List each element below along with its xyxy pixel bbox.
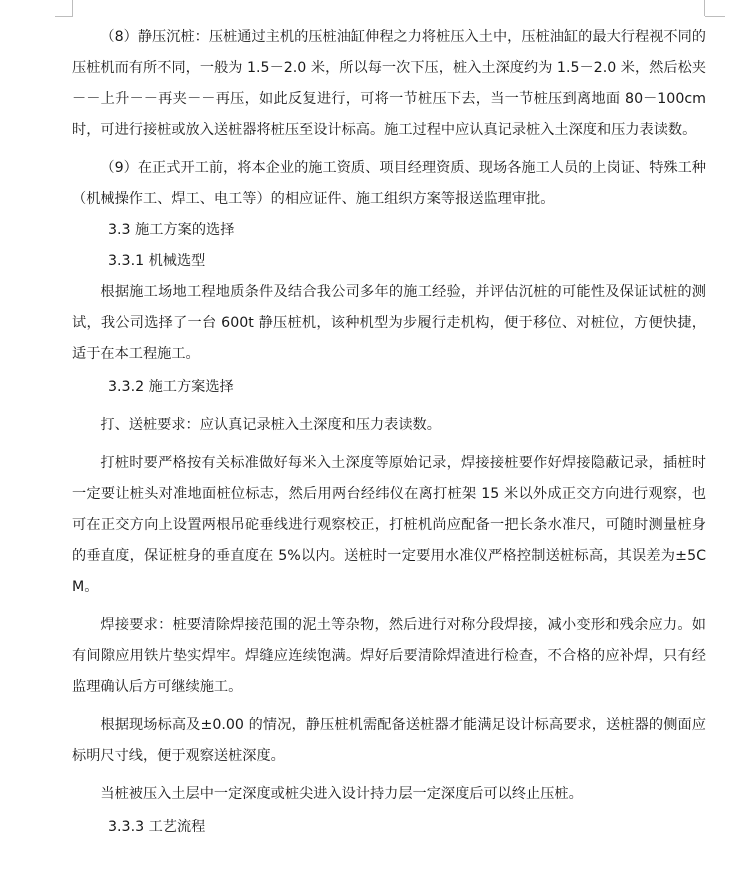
paragraph-pile-records: 打桩时要严格按有关标准做好每米入土深度等原始记录，焊接接桩要作好焊接隐蔽记录，插桩时一定要让桩头对准地面桩位标志，然后用两台经纬仪在离打桩架 15 米以外成正交方向进行观察，也可在正交方向上设置两根吊砣垂线进行观察校正，打桩机尚应配备一把长条水准尺，可随时测量桩身的垂直度，保证桩身的垂直度在 5%以内。送桩时一定要用水准仪严格控制送桩标高，其误差为±5CM。 [72, 455, 706, 595]
paragraph-elevation: 根据现场标高及±0.00 的情况，静压桩机需配备送桩器才能满足设计标高要求，送桩器的侧面应标明尺寸线，便于观察送桩深度。 [72, 717, 706, 764]
paragraph-pre-construction-approval: （9）在正式开工前，将本企业的施工资质、项目经理资质、现场各施工人员的上岗证、特殊工种（机械操作工、焊工、电工等）的相应证件、施工组织方案等报送监理审批。 [72, 160, 706, 207]
heading-3-3-2: 3.3.2 施工方案选择 [108, 379, 234, 395]
paragraph-welding-requirements: 焊接要求：桩要清除焊接范围的泥土等杂物，然后进行对称分段焊接，减小变形和残余应力。如有间隙应用铁片垫实焊牢。焊缝应连续饱满。焊好后要清除焊渣进行检查，不合格的应补焊，只有经监理确认后方可继续施工。 [72, 617, 706, 695]
document-body [72, 22, 706, 843]
paragraph-pile-driving-requirements: 打、送桩要求：应认真记录桩入土深度和压力表读数。 [100, 417, 441, 433]
paragraph-static-pressing: （8）静压沉桩：压桩通过主机的压桩油缸伸程之力将桩压入土中，压桩油缸的最大行程视不同的压桩机而有所不同，一般为 1.5－2.0 米，所以每一次下压，桩入土深度约为 1.5－2.0 米，然后松夹－－上升－－再夹－－再压，如此反复进行，可将一节桩压下去，当一节桩压到离地面 80－100cm 时，可进行接桩或放入送桩器将桩压至设计标高。施工过程中应认真记录桩入土深度和压力表读数。 [72, 29, 706, 138]
margin-corner-mark-right [704, 0, 705, 16]
paragraph-termination: 当桩被压入土层中一定深度或桩尖进入设计持力层一定深度后可以终止压桩。 [100, 786, 583, 802]
heading-3-3: 3.3 施工方案的选择 [108, 222, 235, 238]
margin-corner-mark-left [72, 0, 73, 16]
heading-3-3-1: 3.3.1 机械选型 [108, 253, 206, 269]
heading-3-3-3: 3.3.3 工艺流程 [108, 819, 206, 835]
paragraph-machine-selection: 根据施工场地工程地质条件及结合我公司多年的施工经验，并评估沉桩的可能性及保证试桩的测试，我公司选择了一台 600t 静压桩机，该种机型为步履行走机构，便于移位、对桩位，方便快捷，适于在本工程施工。 [72, 284, 706, 362]
